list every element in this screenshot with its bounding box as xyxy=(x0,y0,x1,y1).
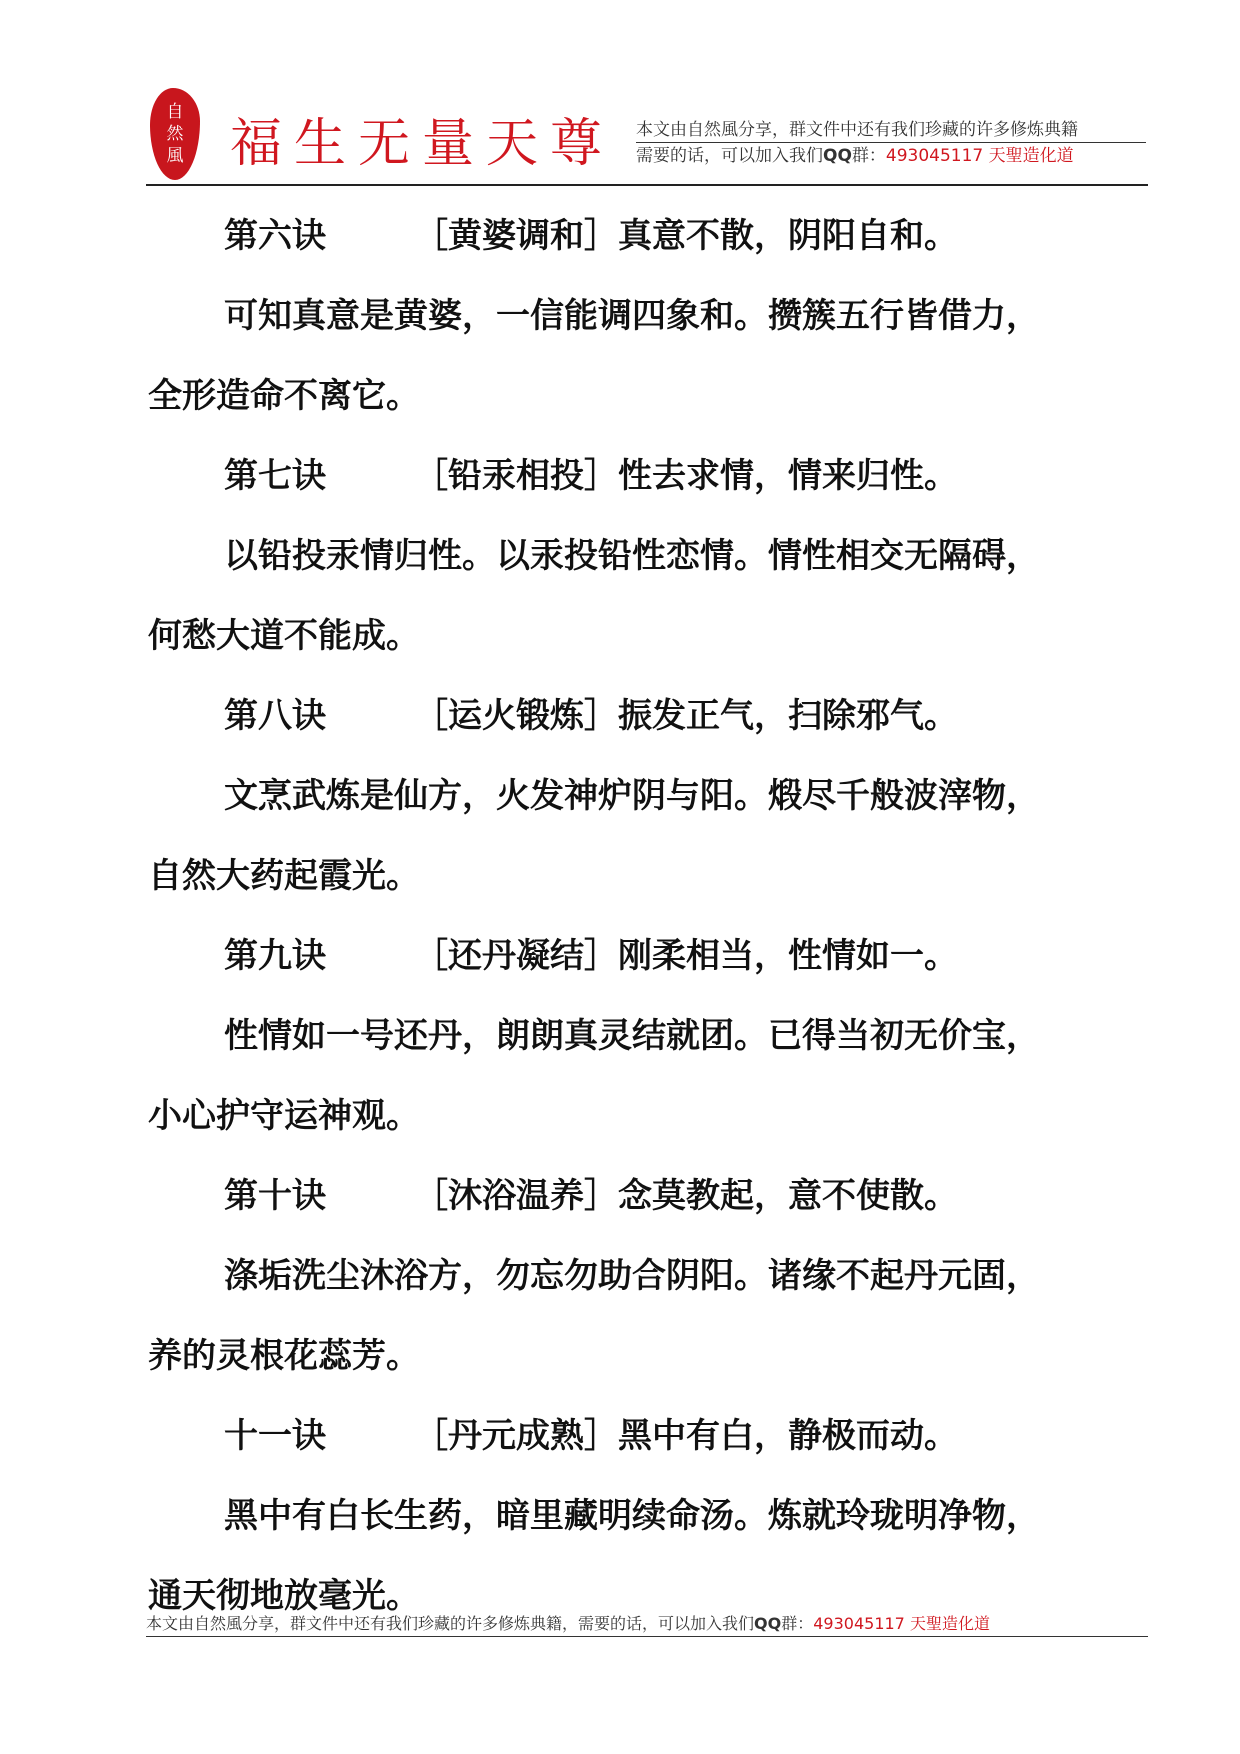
section-heading-name: 第七诀 xyxy=(224,456,326,496)
section-heading-text: ［还丹凝结］刚柔相当，性情如一。 xyxy=(414,936,958,976)
section-heading-text: ［沐浴温养］念莫教起，意不使散。 xyxy=(414,1176,958,1216)
section-heading xyxy=(148,436,1118,516)
section-heading xyxy=(148,1156,1118,1236)
section-heading-text: ［丹元成熟］黑中有白，静极而动。 xyxy=(414,1416,958,1456)
seal-char: 風 xyxy=(166,146,184,166)
verse-line: 通天彻地放毫光。 xyxy=(148,1576,420,1616)
header-note xyxy=(636,118,1146,169)
section-heading-name: 十一诀 xyxy=(224,1416,326,1456)
page-footer xyxy=(146,1612,1148,1637)
section-heading xyxy=(148,196,1118,276)
verse-line: 以铅投汞情归性。以汞投铅性恋情。情性相交无隔碍， xyxy=(224,536,1040,576)
seal-char: 然 xyxy=(166,124,184,144)
section-heading-text: ［黄婆调和］真意不散，阴阳自和。 xyxy=(414,216,958,256)
section-heading xyxy=(148,916,1118,996)
section-heading-text: ［铅汞相投］性去求情，情来归性。 xyxy=(414,456,958,496)
header-group-number: 493045117 天聖造化道 xyxy=(885,146,1074,166)
header-note-prefix: 需要的话，可以加入我们 xyxy=(636,146,823,166)
verse-line: 黑中有白长生药，暗里藏明续命汤。炼就玲珑明净物， xyxy=(224,1496,1040,1536)
verse-line: 涤垢洗尘沐浴方，勿忘勿助合阴阳。诸缘不起丹元固， xyxy=(224,1256,1040,1296)
verse-line: 性情如一号还丹，朗朗真灵结就团。已得当初无价宝， xyxy=(224,1016,1040,1056)
verse-line: 养的灵根花蕊芳。 xyxy=(148,1336,420,1376)
footer-qq: QQ xyxy=(754,1614,782,1633)
header-title: 福生无量天尊 xyxy=(230,114,615,174)
header-note-line1: 本文由自然風分享，群文件中还有我们珍藏的许多修炼典籍 xyxy=(636,118,1146,143)
section-heading-text: ［运火锻炼］振发正气，扫除邪气。 xyxy=(414,696,958,736)
verse-line: 何愁大道不能成。 xyxy=(148,616,420,656)
section-heading xyxy=(148,676,1118,756)
section-heading xyxy=(148,1396,1118,1476)
section-heading-name: 第八诀 xyxy=(224,696,326,736)
header-note-line2 xyxy=(636,143,1146,169)
document-body xyxy=(148,196,1118,1636)
verse-line: 文烹武炼是仙方，火发神炉阴与阳。煅尽千般波滓物， xyxy=(224,776,1040,816)
header-divider xyxy=(146,184,1148,186)
verse-line: 小心护守运神观。 xyxy=(148,1096,420,1136)
verse-line: 全形造命不离它。 xyxy=(148,376,420,416)
seal-char: 自 xyxy=(166,102,184,122)
header-note-mid: 群： xyxy=(851,146,886,166)
verse-line: 自然大药起霞光。 xyxy=(148,856,420,896)
footer-prefix: 本文由自然風分享，群文件中还有我们珍藏的许多修炼典籍，需要的话，可以加入我们 xyxy=(146,1614,755,1633)
footer-mid: 群： xyxy=(781,1614,814,1633)
section-heading-name: 第九诀 xyxy=(224,936,326,976)
header-note-qq: QQ xyxy=(823,146,852,166)
section-heading-name: 第十诀 xyxy=(224,1176,326,1216)
seal-logo xyxy=(150,88,200,180)
footer-group-number: 493045117 天聖造化道 xyxy=(813,1614,990,1633)
page-header xyxy=(146,88,1146,184)
verse-line: 可知真意是黄婆，一信能调四象和。攒簇五行皆借力， xyxy=(224,296,1040,336)
section-heading-name: 第六诀 xyxy=(224,216,326,256)
